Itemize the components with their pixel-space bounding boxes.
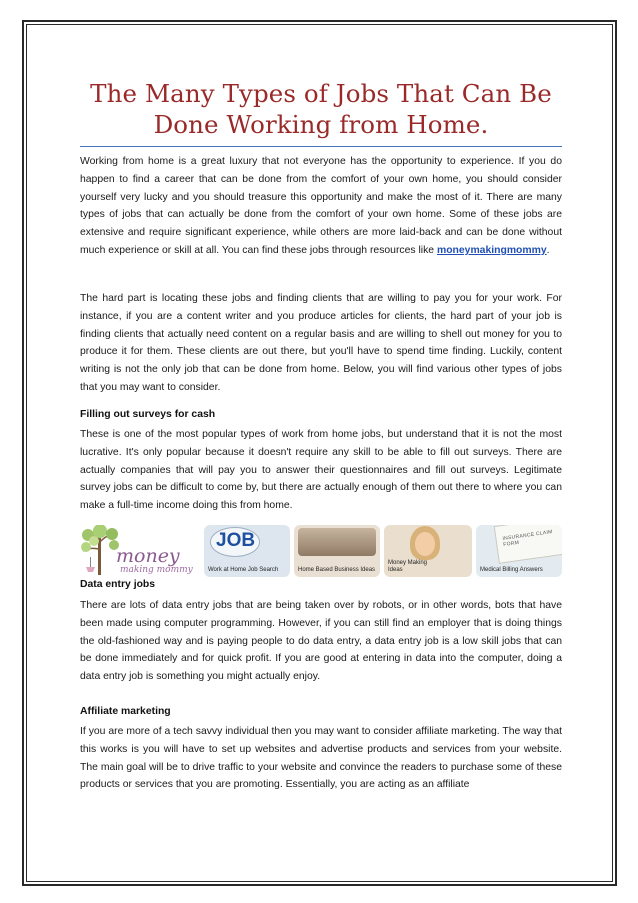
money-ideas-panel [384,525,472,577]
medical-billing-panel [476,525,562,577]
home-office-photo [298,528,376,556]
heading-affiliate: Affiliate marketing [80,706,171,717]
title-line-2: Done Working from Home. [153,110,489,139]
heading-surveys: Filling out surveys for cash [80,409,216,420]
home-business-panel [294,525,380,577]
heading-data-entry: Data entry jobs [80,579,156,590]
intro-text: Working from home is a great luxury that not everyone has the opportunity to experience. If you do happen to find a career that can be done from the comfort of your own home, you should consider yourself very lucky and you should treasure this opportunity and make the most of it. There are many types of jobs that can actually be done from the comfort of your own home. Some of these jobs are extensive and require significant experience, while others are more laid-back and can be done without much experience or skill at all. You can find these jobs through resources like [80,156,562,256]
job-search-caption: Work at Home Job Search [208,567,279,573]
title-line-1: The Many Types of Jobs That Can Be [90,79,552,108]
job-word: JOB [216,530,256,551]
surveys-paragraph: These is one of the most popular types of work from home jobs, but understand that it is not the most lucrative. It's only popular because it doesn't require any skill to be able to fill out surveys. There are actually companies that will pay you to answer their questionnaires and fill out surveys. Legitimate survey jobs can be difficult to come by, but there are actually enough of them out there to where you can make a full-time income doing this from home. [80,429,562,512]
logo-word-making-mommy: making mommy [120,565,193,575]
logo-panel [80,525,200,577]
job-search-panel [204,525,290,577]
hard-part-paragraph: The hard part is locating these jobs and finding clients that are willing to pay you for your work. For instance, if you are a content writer and you produce articles for clients, the hard part of your job is finding clients that actually need content on a regular basis and are willing to shell out money for you to produce it for them. These clients are out there, but you'll have to spend time finding. Luckily, content writing is not the only job that can be done from home. Below, you will find various other types of jobs that you may want to consider. [80,293,562,393]
home-business-caption: Home Based Business Ideas [298,567,376,573]
woman-face [415,532,435,556]
claim-form-text: INSURANCE CLAIM FORM [502,529,554,548]
intro-paragraph [80,153,562,260]
intro-text-end: . [546,244,550,256]
title-underline [80,146,562,147]
claim-form-paper [494,525,562,564]
moneymakingmommy-link[interactable]: moneymakingmommy [436,244,547,256]
affiliate-paragraph: If you are more of a tech savvy individual then you may want to consider affiliate marketing. The way that this works is you will have to set up websites and advertise products and services from your website. The main goal will be to drive traffic to your website and convince the readers to purchase some of these products or services that you are promoting. Essentially, you are acting as an affiliate [80,726,562,791]
money-ideas-caption: Money Making Ideas [388,560,428,573]
medical-billing-caption: Medical Billing Answers [480,567,543,573]
logo-word-money: money [116,545,180,567]
money-making-mommy-banner [80,523,564,579]
page-title [80,78,562,140]
data-entry-paragraph: There are lots of data entry jobs that are being taken over by robots, or in other words, bots that have been made using computer programming. However, if you can still find an employer that is doing things the old-fashioned way and is paying people to do data entry, a data entry job is a low skill jobs that can be done immediately and for quick profit. If you are good at entering in data into the computer, doing a data entry job is something you might actually enjoy. [80,600,562,683]
